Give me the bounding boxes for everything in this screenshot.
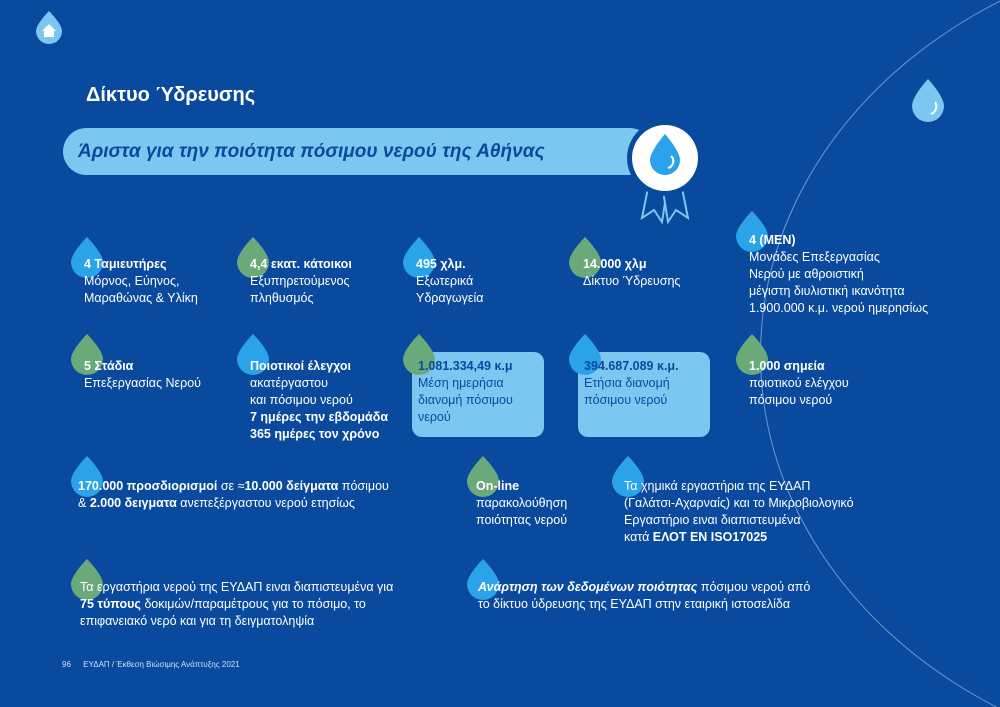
banner-text: Άριστα για την ποιότητα πόσιμου νερού της Αθήνας [78, 141, 545, 162]
stat-quality-controls: Ποιοτικοί έλεγχοι ακατέργαστου και πόσιμου νερού 7 ημέρες την εβδομάδα 365 ημέρες τον χρόνο [250, 359, 389, 441]
footer [62, 660, 250, 669]
page-title: Δίκτυο Ύδρευσης [86, 84, 256, 106]
stat-control-points: 1.000 σημεία ποιοτικού ελέγχου πόσιμου νερού [749, 359, 849, 407]
report-name: ΕΥΔΑΠ / Έκθεση Βιώσιμης Ανάπτυξης 2021 [83, 660, 240, 669]
stat-aqueducts: 495 χλμ. Εξωτερικά Υδραγωγεία [416, 257, 484, 305]
stat-determinations: 170.000 προσδιορισμοί σε ≈10.000 δείγματα πόσιμου & 2.000 δειγματα ανεπεξέργαστου νερού ετησίως [78, 479, 389, 510]
stat-online-monitoring: On-line παρακολούθηση ποιότητας νερού [476, 479, 568, 527]
stat-annual-distribution: 394.687.089 κ.μ. Ετήσια διανομή πόσιμου νερού [584, 359, 679, 407]
page-number: 96 [62, 660, 71, 669]
stat-treatment-units: 4 (ΜΕΝ) Μονάδες Επεξεργασίας Νερού με αθροιστική μέγιστη διυλιστική ικανότητα 1.900.000 κ.μ. νερού ημερησίως [749, 233, 929, 315]
stat-daily-distribution: 1.081.334,49 κ.μ Μέση ημερήσια διανομή πόσιμου νερού [418, 359, 513, 424]
stat-population: 4,4 εκατ. κάτοικοι Εξυπηρετούμενος πληθυσμός [250, 257, 352, 305]
stat-data-publication: Ανάρτηση των δεδομένων ποιότητας πόσιμου νερού από το δίκτυο ύδρευσης της ΕΥΔΑΠ στην εταιρική ιστοσελίδα [478, 580, 811, 611]
award-medal-icon [620, 118, 710, 228]
home-icon[interactable] [34, 10, 64, 44]
stat-network: 14.000 χλμ Δίκτυο Ύδρευσης [583, 257, 681, 288]
water-drop-icon [909, 78, 947, 122]
stat-stages: 5 Στάδια Επεξεργασίας Νερού [84, 359, 202, 390]
stat-lab-accreditation: Τα χημικά εργαστήρια της ΕΥΔΑΠ (Γαλάτσι-Αχαρναίς) και το Μικροβιολογικό Εργαστήριο ειναι διαπιστευμένα κατά ΕΛΟΤ ΕΝ ISO17025 [624, 479, 854, 544]
stat-test-types: Τα εργαστήρια νερού της ΕΥΔΑΠ ειναι διαπιστευμένα για 75 τύπους δοκιμών/παραμέτρους για το πόσιμο, το επιφανειακό νερό και για τη δειγματοληψία [80, 580, 394, 628]
stat-reservoirs: 4 Ταμιευτήρες Μόρνος, Εύηνος, Μαραθώνας & Υλίκη [84, 257, 198, 305]
